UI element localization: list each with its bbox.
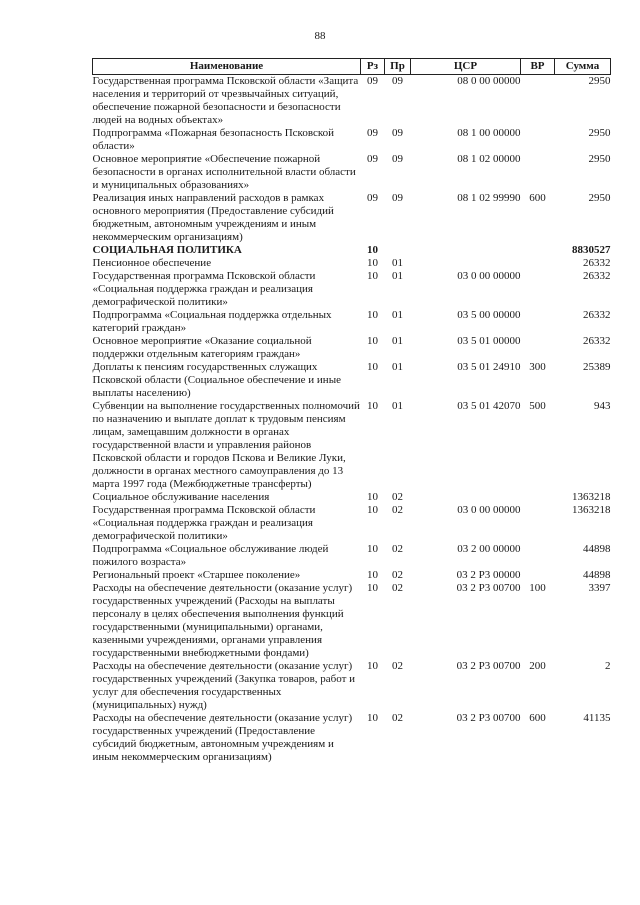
row-rz: 10 bbox=[367, 270, 378, 282]
row-name: Социальное обслуживание населения bbox=[92, 491, 270, 503]
header-pr: Пр bbox=[385, 59, 411, 75]
row-name: Расходы на обеспечение деятельности (оказание услуг) государственных учреждений (Закупка товаров, работ и услуг для обеспечения государственных (муниципальных) нужд) bbox=[92, 660, 356, 711]
table-row bbox=[93, 491, 611, 504]
table-row bbox=[93, 153, 611, 192]
row-vr bbox=[521, 153, 555, 192]
table-row bbox=[93, 244, 611, 257]
budget-table bbox=[92, 58, 611, 764]
row-sum: 26332 bbox=[583, 335, 611, 347]
row-csr: 08 1 02 00000 bbox=[457, 153, 521, 165]
row-rz: 10 bbox=[367, 309, 378, 321]
table-row bbox=[93, 504, 611, 543]
row-pr: 09 bbox=[392, 75, 403, 87]
row-vr bbox=[521, 569, 555, 582]
row-name: Государственная программа Псковской области «Защита населения и территорий от чрезвычайных ситуаций, обеспечение пожарной безопасности и безопасности людей на водных объектах» bbox=[92, 75, 359, 126]
row-csr: 03 5 01 24910 bbox=[457, 361, 521, 373]
table-row bbox=[93, 192, 611, 244]
row-vr bbox=[521, 335, 555, 361]
row-rz: 09 bbox=[367, 75, 378, 87]
table-row bbox=[93, 400, 611, 491]
row-name: Подпрограмма «Социальное обслуживание людей пожилого возраста» bbox=[92, 543, 329, 568]
row-name: Реализация иных направлений расходов в рамках основного мероприятия (Предоставление субсидий бюджетным, автономным учреждениям и иным некоммерческим организациям) bbox=[92, 192, 334, 243]
row-name: Расходы на обеспечение деятельности (оказание услуг) государственных учреждений (Расходы на выплаты персоналу в целях обеспечения выполнения функций государственными (муниципальными) органами, казенными учреждениями, органами управления государственными внебюджетными фондами) bbox=[92, 582, 353, 659]
table-row bbox=[93, 543, 611, 569]
row-rz: 10 bbox=[367, 543, 378, 555]
row-rz: 10 bbox=[367, 660, 378, 672]
row-sum: 2 bbox=[605, 660, 611, 672]
row-name: Государственная программа Псковской области «Социальная поддержка граждан и реализация демографической политики» bbox=[92, 270, 316, 308]
row-csr: 08 0 00 00000 bbox=[457, 75, 521, 87]
row-vr: 600 bbox=[529, 712, 546, 724]
row-sum: 1363218 bbox=[572, 504, 611, 516]
row-pr: 01 bbox=[392, 335, 403, 347]
row-csr: 03 2 00 00000 bbox=[457, 543, 521, 555]
row-vr: 500 bbox=[529, 400, 546, 412]
row-pr: 01 bbox=[392, 270, 403, 282]
row-csr: 08 1 00 00000 bbox=[457, 127, 521, 139]
table-row bbox=[93, 75, 611, 128]
row-rz: 10 bbox=[367, 361, 378, 373]
header-vr: ВР bbox=[521, 59, 555, 75]
row-rz: 10 bbox=[367, 712, 378, 724]
row-rz: 10 bbox=[367, 504, 378, 516]
row-sum: 2950 bbox=[588, 192, 611, 204]
row-vr: 300 bbox=[529, 361, 546, 373]
row-csr: 08 1 02 99990 bbox=[457, 192, 521, 204]
row-vr bbox=[521, 75, 555, 128]
row-pr: 09 bbox=[392, 192, 403, 204]
row-vr bbox=[521, 257, 555, 270]
row-pr: 01 bbox=[392, 361, 403, 373]
row-pr: 01 bbox=[392, 400, 403, 412]
row-rz: 10 bbox=[367, 569, 378, 581]
row-name: Региональный проект «Старшее поколение» bbox=[92, 569, 301, 581]
table-row bbox=[93, 309, 611, 335]
row-sum: 44898 bbox=[583, 569, 611, 581]
row-csr: 03 2 Р3 00000 bbox=[456, 569, 521, 581]
row-sum: 8830527 bbox=[572, 244, 611, 256]
row-name: Государственная программа Псковской области «Социальная поддержка граждан и реализация демографической политики» bbox=[92, 504, 316, 542]
row-sum: 1363218 bbox=[572, 491, 611, 503]
row-vr bbox=[521, 491, 555, 504]
row-pr: 09 bbox=[392, 127, 403, 139]
row-sum: 26332 bbox=[583, 257, 611, 269]
row-rz: 09 bbox=[367, 153, 378, 165]
table-row bbox=[93, 335, 611, 361]
row-sum: 25389 bbox=[583, 361, 611, 373]
row-name: Пенсионное обеспечение bbox=[92, 257, 212, 269]
row-rz: 09 bbox=[367, 192, 378, 204]
row-name: Доплаты к пенсиям государственных служащих Псковской области (Социальное обеспечение и иные выплаты населению) bbox=[92, 361, 341, 399]
row-pr: 01 bbox=[392, 257, 403, 269]
row-vr: 600 bbox=[529, 192, 546, 204]
row-pr: 09 bbox=[392, 153, 403, 165]
row-vr bbox=[521, 270, 555, 309]
row-pr bbox=[385, 244, 411, 257]
header-name: Наименование bbox=[93, 59, 361, 75]
row-vr bbox=[521, 127, 555, 153]
row-pr: 02 bbox=[392, 660, 403, 672]
table-row bbox=[93, 127, 611, 153]
row-rz: 09 bbox=[367, 127, 378, 139]
table-row bbox=[93, 712, 611, 764]
row-vr bbox=[521, 244, 555, 257]
table-row bbox=[93, 270, 611, 309]
row-sum: 2950 bbox=[588, 75, 611, 87]
row-csr: 03 2 Р3 00700 bbox=[456, 582, 521, 594]
table-header bbox=[93, 59, 611, 75]
row-csr: 03 0 00 00000 bbox=[457, 270, 521, 282]
row-csr: 03 0 00 00000 bbox=[457, 504, 521, 516]
row-sum: 26332 bbox=[583, 309, 611, 321]
row-name: СОЦИАЛЬНАЯ ПОЛИТИКА bbox=[92, 244, 242, 256]
row-rz: 10 bbox=[367, 582, 378, 594]
row-name: Субвенции на выполнение государственных полномочий по назначению и выплате доплат к трудовым пенсиям лицам, замещавшим должности в органах государственной власти и управления районов Псковской области и городов Пскова и Великие Луки, должности в органах местного самоуправления до 13 марта 1997 года (Межбюджетные трансферты) bbox=[92, 400, 360, 490]
row-pr: 02 bbox=[392, 543, 403, 555]
row-name: Подпрограмма «Пожарная безопасность Псковской области» bbox=[92, 127, 335, 152]
row-sum: 3397 bbox=[588, 582, 611, 594]
row-rz: 10 bbox=[367, 257, 378, 269]
row-rz: 10 bbox=[367, 400, 378, 412]
row-csr: 03 2 Р3 00700 bbox=[456, 660, 521, 672]
row-sum: 41135 bbox=[583, 712, 611, 724]
row-rz: 10 bbox=[367, 244, 378, 256]
row-vr bbox=[521, 504, 555, 543]
table-row bbox=[93, 361, 611, 400]
row-sum: 943 bbox=[594, 400, 611, 412]
page-number: 88 bbox=[314, 30, 326, 42]
row-vr: 100 bbox=[529, 582, 546, 594]
row-pr: 01 bbox=[392, 309, 403, 321]
row-pr: 02 bbox=[392, 491, 403, 503]
row-csr: 03 5 01 00000 bbox=[457, 335, 521, 347]
row-csr bbox=[411, 491, 521, 504]
row-rz: 10 bbox=[367, 491, 378, 503]
row-sum: 26332 bbox=[583, 270, 611, 282]
row-csr: 03 5 01 42070 bbox=[457, 400, 521, 412]
row-pr: 02 bbox=[392, 504, 403, 516]
row-pr: 02 bbox=[392, 569, 403, 581]
row-vr: 200 bbox=[529, 660, 546, 672]
table-row bbox=[93, 582, 611, 660]
row-vr bbox=[521, 309, 555, 335]
row-rz: 10 bbox=[367, 335, 378, 347]
row-csr: 03 5 00 00000 bbox=[457, 309, 521, 321]
table-row bbox=[93, 257, 611, 270]
row-csr: 03 2 Р3 00700 bbox=[456, 712, 521, 724]
header-sum: Сумма bbox=[555, 59, 611, 75]
header-rz: Рз bbox=[361, 59, 385, 75]
row-pr: 02 bbox=[392, 712, 403, 724]
header-csr: ЦСР bbox=[411, 59, 521, 75]
row-name: Расходы на обеспечение деятельности (оказание услуг) государственных учреждений (Предоставление субсидий бюджетным, автономным учреждениям и иным некоммерческим организациям) bbox=[92, 712, 353, 763]
table-row bbox=[93, 569, 611, 582]
row-sum: 44898 bbox=[583, 543, 611, 555]
row-name: Основное мероприятие «Оказание социальной поддержки отдельным категориям граждан» bbox=[92, 335, 312, 360]
row-sum: 2950 bbox=[588, 127, 611, 139]
row-sum: 2950 bbox=[588, 153, 611, 165]
table-body bbox=[93, 75, 611, 765]
row-name: Основное мероприятие «Обеспечение пожарной безопасности в органах исполнительной власти области и муниципальных образованиях» bbox=[92, 153, 356, 191]
row-name: Подпрограмма «Социальная поддержка отдельных категорий граждан» bbox=[92, 309, 332, 334]
table-row bbox=[93, 660, 611, 712]
row-vr bbox=[521, 543, 555, 569]
row-csr bbox=[411, 257, 521, 270]
row-pr: 02 bbox=[392, 582, 403, 594]
row-csr bbox=[411, 244, 521, 257]
